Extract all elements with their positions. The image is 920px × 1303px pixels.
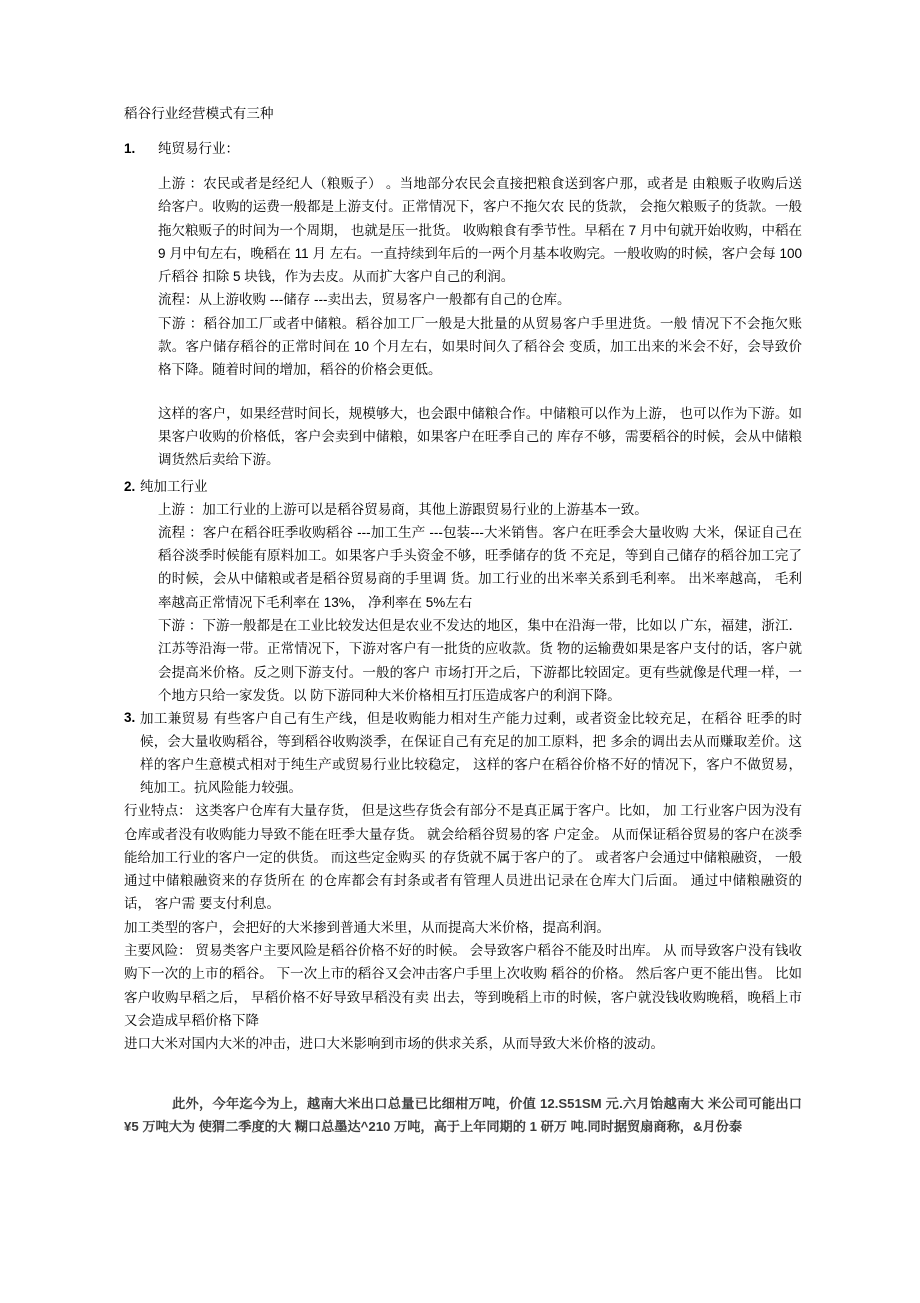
paragraph: 下游 ：下游一般都是在工业比较发达但是农业不发达的地区，集中在沿海一带，比如以 广东，福建，浙江．江苏等沿海一带。正常情况下，下游对客户有一批货的应收款。货 物的运输费如果是客户支付的话，客户就会提高米价格。反之则下游支付。一般的客户 市场打开之后，下游都比较固定。更有些就像是代理一样，一个地方只给一家发货。以 防下游同种大米价格相互打压造成客户的利润下降。 (158, 618, 802, 703)
main-risk-paragraph: 主要风险： 贸易类客户主要风险是稻谷价格不好的时候。 会导致客户稻谷不能及时出库。 从 而导致客户没有钱收购下一次的上市的稻谷。 下一次上市的稻谷又会冲击客户手里上次收购 稻谷的价格。 然后客户更不能出售。 比如客户收购早稻之后， 早稻价格不好导致早稻没有卖 出去，等到晚稻上市的时候，客户就没钱收购晚稻，晚稻上市又会造成早稻价格下降 (124, 943, 802, 1028)
section-2-body (158, 498, 802, 708)
import-impact-paragraph: 进口大米对国内大米的冲击，进口大米影响到市场的供求关系，从而导致大米价格的波动。 (124, 1036, 664, 1052)
section-1-body (158, 172, 802, 472)
list-item (124, 476, 802, 498)
list-item (124, 138, 802, 160)
list-marker-3: 3. (124, 710, 136, 726)
list-marker-1: 1. (124, 141, 136, 156)
spacer (158, 382, 802, 402)
section-heading-3: 加工兼贸易 有些客户自己有生产线，但是收购能力相对生产能力过剩，或者资金比较充足，在稻谷 旺季的时候，会大量收购稻谷，等到稻谷收购淡季，在保证自己有充足的加工原料，把 多余的调出去从而赚取差价。这样的客户生意模式相对于纯生产或贸易行业比较稳定， 这样的客户在稻谷价格不好的情况下，客户不做贸易，纯加工。抗风险能力较强。 (140, 711, 802, 796)
final-note-paragraph: 此外，今年迄今为上，越南大米出口总量已比细柑万吨，价值 12.S51SM 元.六月饴越南大 米公司可能出口¥5 万吨大为 使猬二季度的大 糊口总墨达^210 万吨，高于上年同期的 1 研万 吨.同时据贸扇商称，&月份泰 (124, 1095, 802, 1134)
list-marker-2: 2. (124, 478, 136, 494)
section-heading-2: 纯加工行业 (140, 478, 208, 494)
paragraph: 上游 ：农民或者是经纪人（粮贩子） 。当地部分农民会直接把粮食送到客户那，或者是 由粮贩子收购后送给客户。收购的运费一般都是上游支付。正常情况下，客户不拖欠农 民的货款， 会拖欠粮贩子的货款。一般拖欠粮贩子的时间为一个周期， 也就是压一批货。 收购粮食有季节性。早稻在 7 月中旬就开始收购，中稻在 9 月中旬左右，晚稻在 11 月 左右。一直持续到年后的一两个月基本收购完。一般收购的时候，客户会每 100 斤稻谷 扣除 5 块钱，作为去皮。从而扩大客户自己的利润。 (158, 176, 802, 285)
paragraph: 这样的客户，如果经营时间长，规模够大，也会跟中储粮合作。中储粮可以作为上游， 也可以作为下游。如果客户收购的价格低，客户会卖到中储粮，如果客户在旺季自己的 库存不够，需要稻谷的时候，会从中储粮调货然后卖给下游。 (158, 405, 802, 468)
document-content (124, 104, 802, 1151)
list-item (124, 707, 802, 799)
industry-characteristics-paragraph: 行业特点： 这类客户仓库有大量存货， 但是这些存货会有部分不是真正属于客户。比如， 加 工行业客户因为没有仓库或者没有收购能力导致不能在旺季大量存货。 就会给稻谷贸易的客 户定金。 从而保证稻谷贸易的客户在淡季能给加工行业的客户一定的供货。 而这些定金购买 的存货就不属于客户的了。 或者客户会通过中储粮融资， 一般通过中储粮融资来的存货所在 的仓库都会有封条或者有管理人员进出记录在仓库大门后面。 通过中储粮融资的话， 客户需 要支付利息。 (124, 803, 802, 912)
paragraph: 上游 ：加工行业的上游可以是稻谷贸易商，其他上游跟贸易行业的上游基本一致。 (158, 501, 648, 517)
paragraph: 流程 ：客户在稻谷旺季收购稻谷 ---加工生产 ---包装---大米销售。客户在旺季会大量收购 大米，保证自己在稻谷淡季时候能有原料加工。如果客户手头资金不够，旺季储存的货 不充足，等到自己储存的稻谷加工完了的时候，会从中储粮或者是稻谷贸易商的手里调 货。加工行业的出米率关系到毛利率。 出米率越高， 毛利率越高正常情况下毛利率在 13%， 净利率在 5%左右 (158, 524, 802, 610)
section-heading-1: 纯贸易行业： (158, 141, 239, 156)
closing-body (124, 799, 802, 1055)
processing-customer-paragraph: 加工类型的客户，会把好的大米掺到普通大米里，从而提高大米价格，提高利润。 (124, 919, 610, 935)
paragraph: 流程：从上游收购 ---储存 ---卖出去，贸易客户一般都有自己的仓库。 (158, 292, 571, 308)
paragraph: 下游 ：稻谷加工厂或者中储粮。稻谷加工厂一般是大批量的从贸易客户手里进货。一般 情况下不会拖欠账款。客户储存稻谷的正常时间在 10 个月左右，如果时间久了稻谷会 变质，加工出来的米会不好，会导致价格下降。随着时间的增加，稻谷的价格会更低。 (158, 315, 802, 378)
document-title: 稻谷行业经营模式有三种 (124, 106, 274, 121)
